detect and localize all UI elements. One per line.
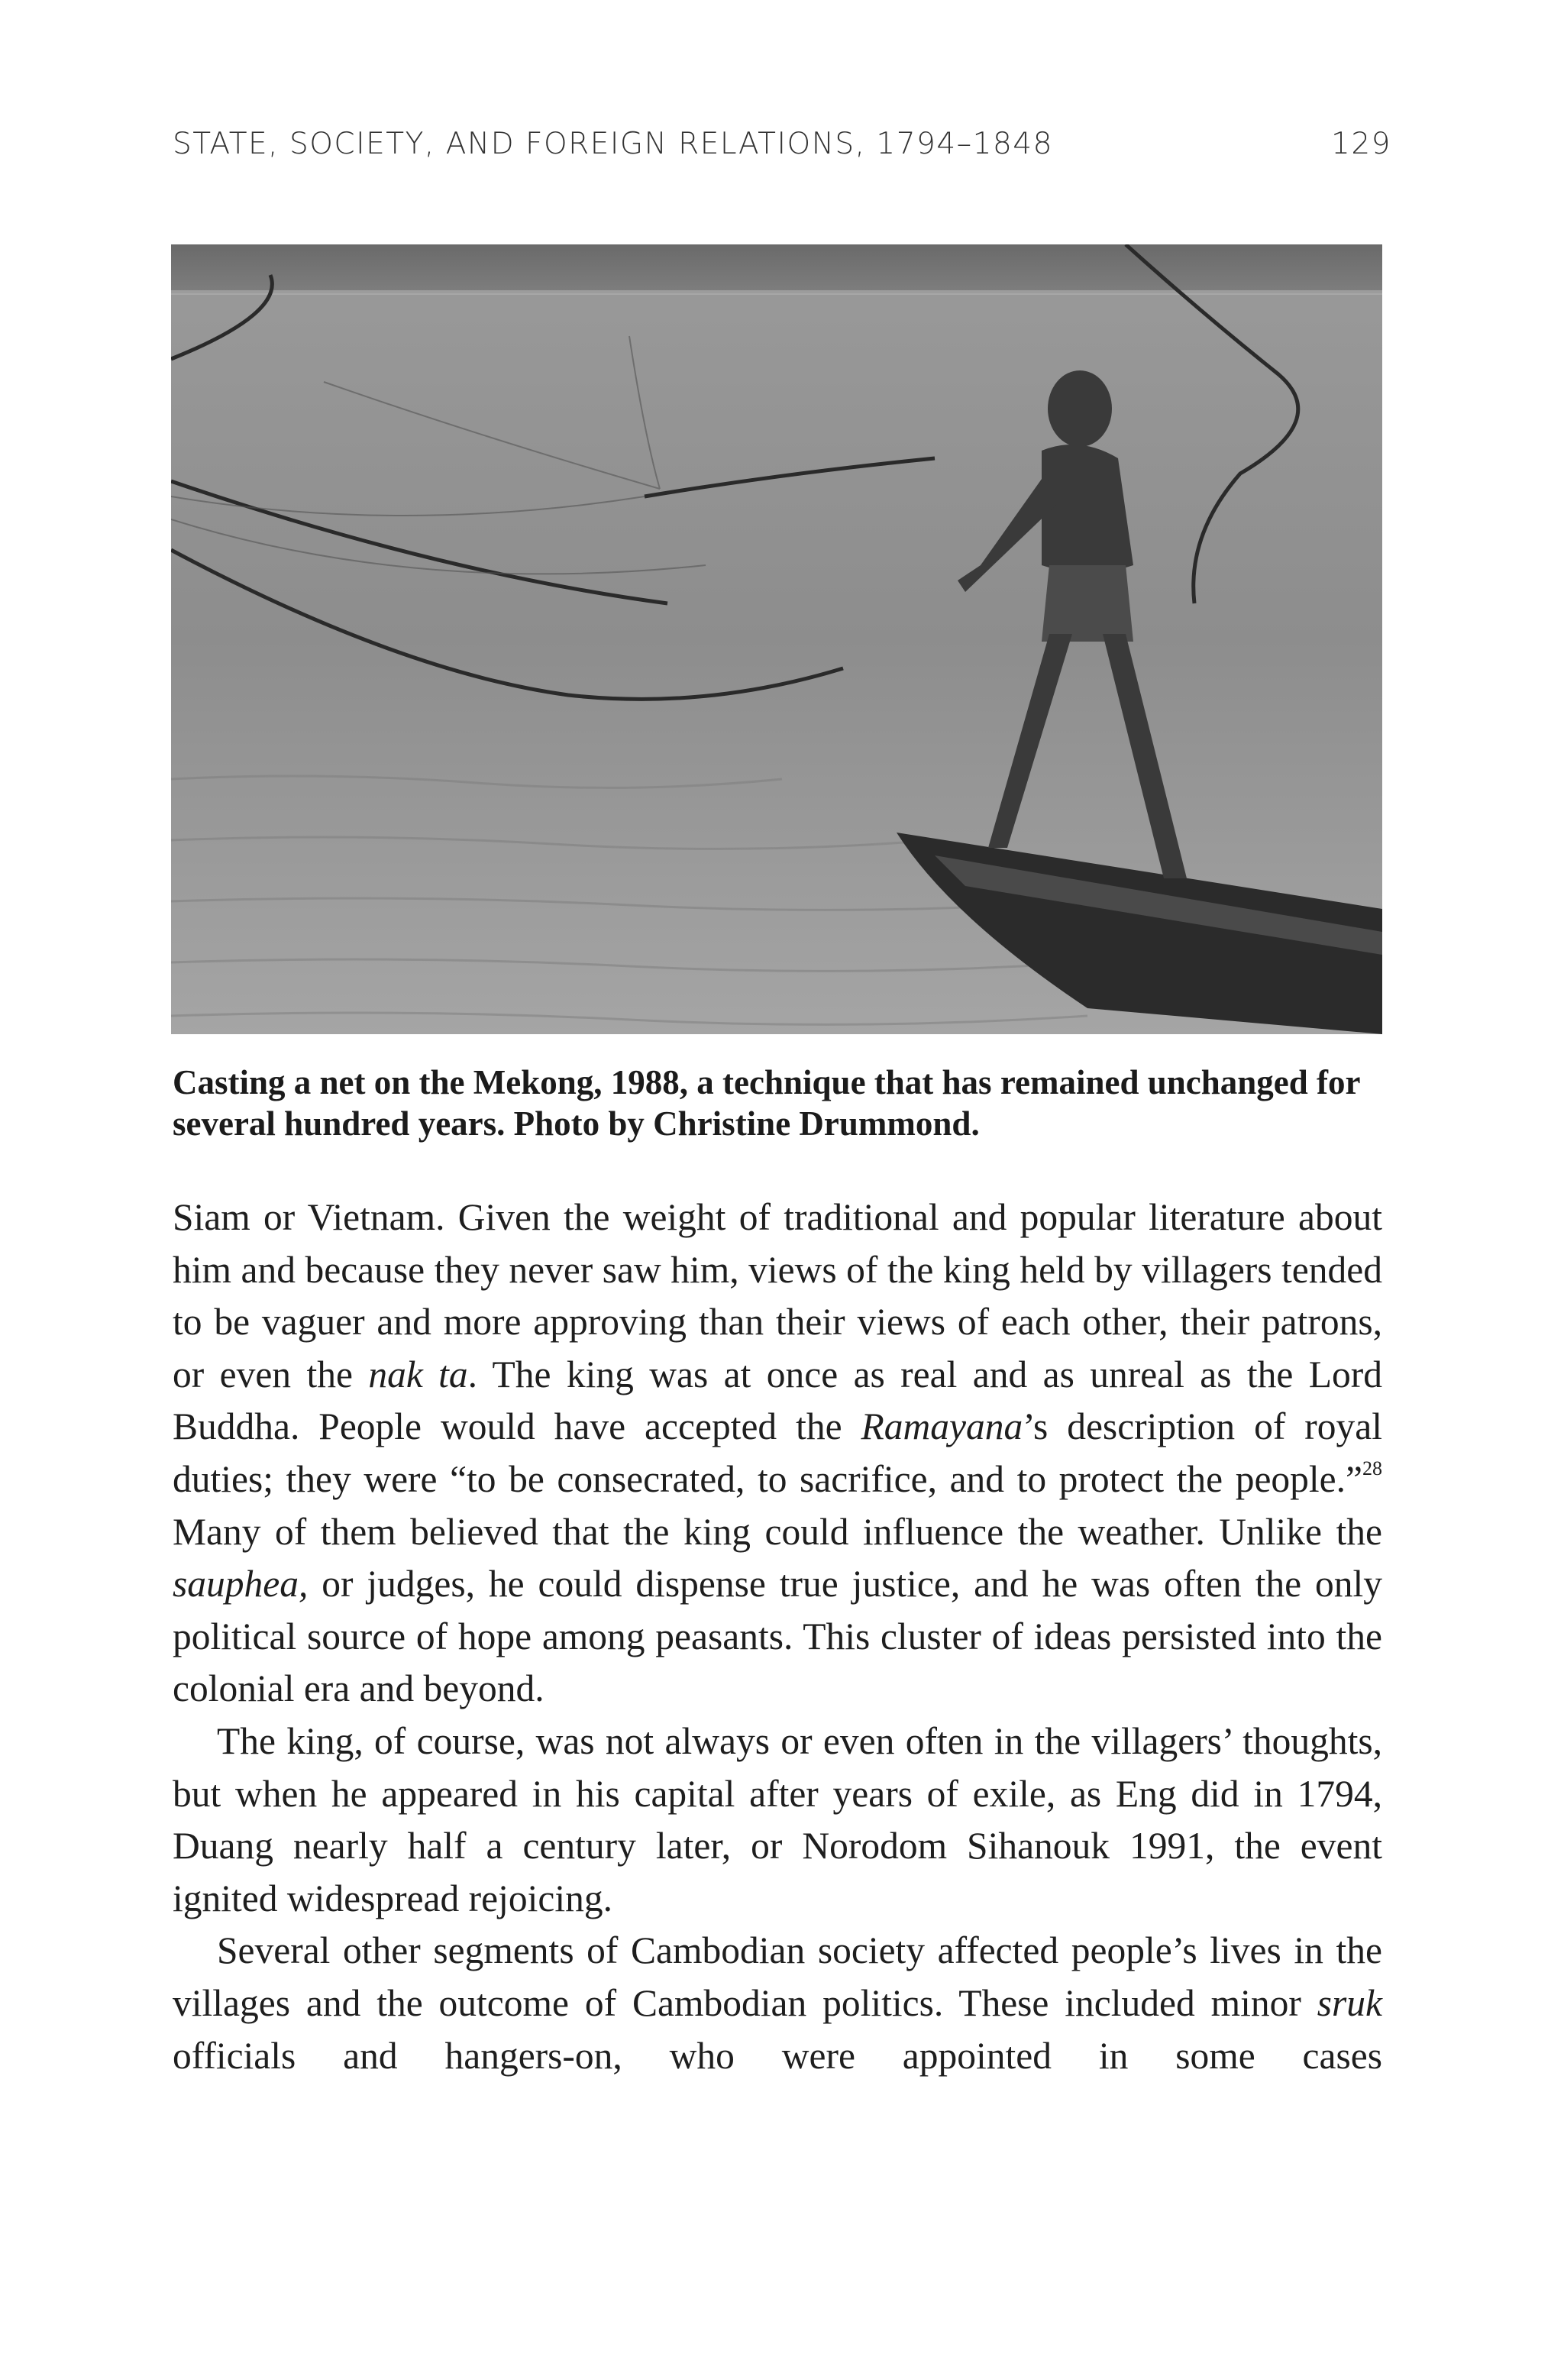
body-text [173, 1192, 1382, 2082]
p3-text-b: officials and hangers-on, who were appointed in some cases [173, 2034, 1382, 2077]
page-number: 129 [1331, 127, 1391, 161]
p1-italic-sauphea: sauphea, [173, 1563, 309, 1606]
photo-net-casting [171, 244, 1382, 1034]
p1-italic-ramayana: Ramayana [861, 1405, 1023, 1448]
photo-illustration [171, 244, 1382, 1034]
p1-text-b: . The king was at once as real and as unreal as the Lord Buddha. People would have accepted the [173, 1353, 1382, 1448]
p1-text-e: or judges, he could dispense true justice, and he was often the only political source of hope among peasants. This cluster of ideas persisted into the colonial era and beyond. [173, 1563, 1382, 1710]
paragraph-3 [173, 1925, 1382, 2082]
p1-text-d: Many of them believed that the king could influence the weather. Unlike the [173, 1510, 1382, 1553]
p1-text-a: Siam or Vietnam. Given the weight of traditional and popular literature about him and because they never saw him, views of the king held by villagers tended to be vaguer and more approving than their views of each other, their patrons, or even the [173, 1196, 1382, 1395]
footnote-ref-28: 28 [1362, 1457, 1382, 1479]
running-head-title: STATE, SOCIETY, AND FOREIGN RELATIONS, 1794–1848 [173, 127, 1053, 161]
paragraph-2: The king, of course, was not always or even often in the villagers’ thoughts, but when he appeared in his capital after years of exile, as Eng did in 1794, Duang nearly half a century later, or Norodom Sihanouk 1991, the event ignited widespread rejoicing. [173, 1719, 1382, 1919]
running-head [173, 127, 1391, 161]
p1-text-c: ’s description of royal duties; they were “to be consecrated, to sacrifice, and to protect the people.” [173, 1405, 1382, 1500]
paragraph-1 [173, 1192, 1382, 1715]
p1-italic-nak-ta: nak ta [368, 1353, 468, 1395]
figure-caption: Casting a net on the Mekong, 1988, a technique that has remained unchanged for several hundred years. Photo by Christine Drummond. [173, 1063, 1360, 1143]
p3-text-a: Several other segments of Cambodian society affected people’s lives in the villages and the outcome of Cambodian politics. These included minor [173, 1929, 1382, 2024]
p3-italic-sruk: sruk [1317, 1981, 1382, 2024]
